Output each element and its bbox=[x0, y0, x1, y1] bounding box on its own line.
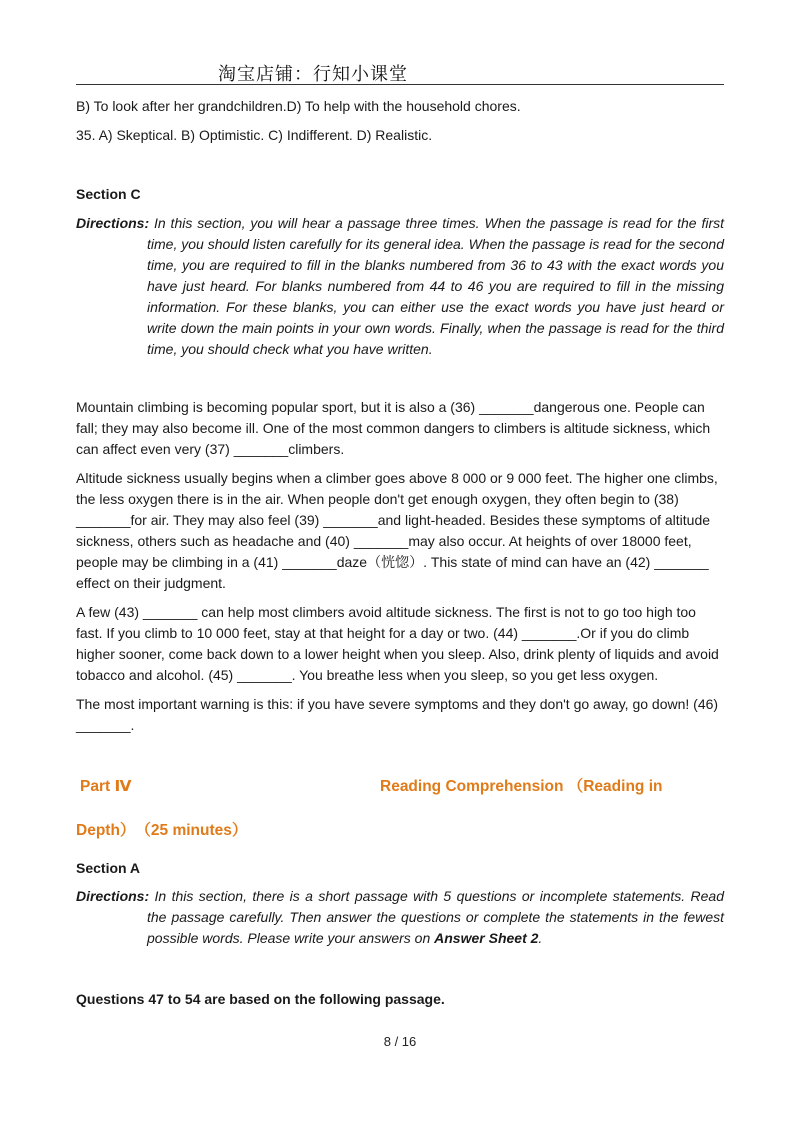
directions-a-text: In this section, there is a short passage with 5 questions or incomplete statements. Read the passage carefully. Then answer the questions or complete the statements in the fewest possible words. Please write your answers on bbox=[147, 888, 725, 946]
page-number: 8 / 16 bbox=[383, 1034, 417, 1049]
passage-paragraph-3: A few (43) _______ can help most climbers avoid altitude sickness. The first is not to go too high too fast. If you climb to 10 000 feet, stay at that height for a day or two. (44) _______.Or if you do climb higher sooner, come back down to a lower height when you sleep. Also, drink plenty of liquids and avoid tobacco and alcohol. (45) _______. You breathe less when you sleep, so you get less oxygen. bbox=[76, 604, 719, 683]
passage-paragraph-4: The most important warning is this: if you have severe symptoms and they don't go away, go down! (46) _______. bbox=[76, 696, 719, 733]
options-line-b: B) To look after her grandchildren.D) To help with the household chores. bbox=[76, 98, 521, 114]
directions-a-label: Directions: bbox=[76, 888, 150, 904]
header-title: 淘宝店铺：行知小课堂 bbox=[218, 64, 408, 85]
page-header bbox=[76, 58, 724, 85]
passage-paragraph-2: Altitude sickness usually begins when a climber goes above 8 000 or 9 000 feet. The higher one climbs, the less oxygen there is in the air. When people don't get enough oxygen, they often begin to (38) _______for air. They may also feel (39) _______and light-headed. Besides these symptoms of altitude sickness, others such as headache and (40) _______may also occur. At heights of over 18000 feet, people may be climbing in a (41) _______daze（恍惚）. This state of mind can have an (42) _______ effect on their judgment. bbox=[76, 470, 718, 591]
directions-text: In this section, you will hear a passage three times. When the passage is read for the first time, you should listen carefully for its general idea. When the passage is read for the second time, you are required to fill in the blanks numbered from 36 to 43 with the exact words you have just heard. For blanks numbered from 44 to 46 you are required to fill in the missing information. For these blanks, you can either use the exact words you have just heard or write down the main points in your own words. Finally, when the passage is read for the third time, you should check what you have written. bbox=[147, 215, 724, 357]
part-iv-label: Part Ⅳ bbox=[80, 778, 132, 795]
options-line-35: 35. A) Skeptical. B) Optimistic. C) Indifferent. D) Realistic. bbox=[76, 127, 433, 143]
section-a-directions bbox=[76, 886, 724, 949]
section-c-directions bbox=[76, 213, 724, 360]
section-c-title: Section C bbox=[76, 186, 141, 202]
answer-sheet-reference: Answer Sheet 2 bbox=[434, 930, 539, 946]
section-a-title: Section A bbox=[76, 860, 141, 876]
questions-intro: Questions 47 to 54 are based on the following passage. bbox=[76, 991, 445, 1007]
directions-a-end: . bbox=[538, 930, 543, 946]
listening-passage bbox=[76, 397, 724, 744]
passage-paragraph-1: Mountain climbing is becoming popular sport, but it is also a (36) _______dangerous one. People can fall; they may also become ill. One of the most common dangers to climbers is altitude sickness, which can affect even very (37) _______climbers. bbox=[76, 399, 711, 457]
directions-label: Directions: bbox=[76, 215, 150, 231]
part-iv-title: Reading Comprehension （Reading in bbox=[380, 778, 663, 795]
part-iv-title-continued: Depth） （25 minutes） bbox=[76, 822, 248, 839]
